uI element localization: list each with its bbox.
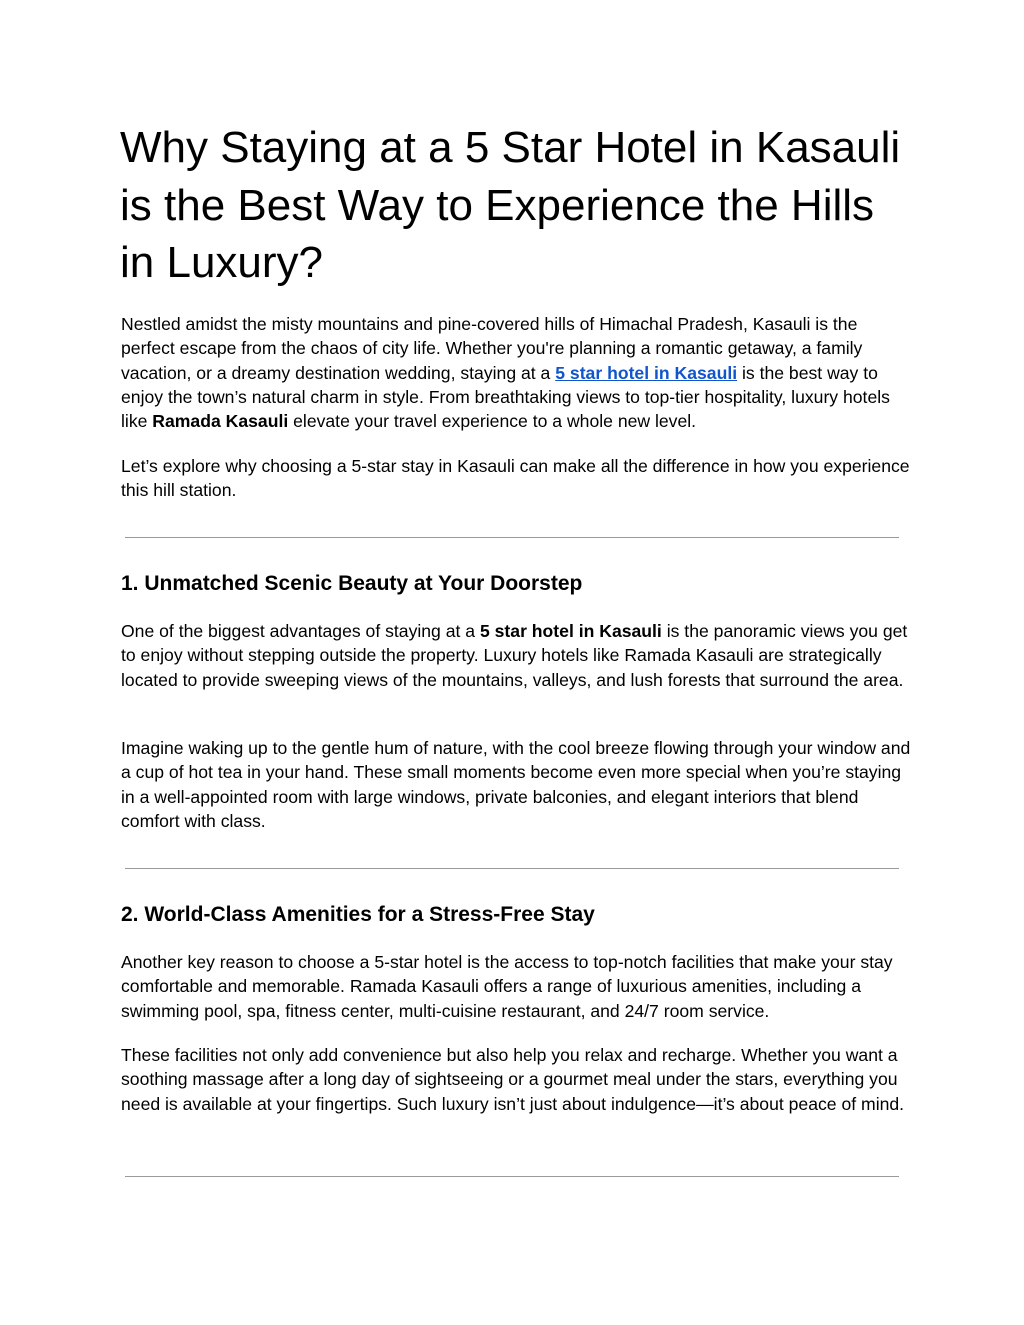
intro-text-end: elevate your travel experience to a whole new level. <box>288 411 697 432</box>
section-2-paragraph-1: Another key reason to choose a 5-star hotel is the access to top-notch facilities that make your stay comfortable and memorable. Ramada Kasauli offers a range of luxurious amenities, including a swimming pool, spa, fitness center, multi-cuisine restaurant, and 24/7 room service. <box>121 952 893 1021</box>
section-1-paragraph-2: Imagine waking up to the gentle hum of nature, with the cool breeze flowing through your window and a cup of hot tea in your hand. These small moments become even more special when you’re staying in a well-appointed room with large windows, private balconies, and elegant interiors that blend comfort with class. <box>121 738 911 831</box>
page-title: Why Staying at a 5 Star Hotel in Kasauli is the Best Way to Experience the Hills in Luxury? <box>120 123 901 287</box>
section-1-paragraph-1 <box>121 619 911 692</box>
section-divider <box>125 1176 899 1177</box>
intro-paragraph-2: Let’s explore why choosing a 5-star stay in Kasauli can make all the difference in how you experience this hill station. <box>121 456 910 501</box>
section-1-heading: 1. Unmatched Scenic Beauty at Your Doorstep <box>121 572 583 595</box>
section-1-text-start: One of the biggest advantages of staying at a <box>121 621 480 641</box>
hotel-name-bold: Ramada Kasauli <box>152 411 289 432</box>
intro-text-start: Nestled amidst the misty mountains and pine-covered hills of Himachal Pradesh, Kasauli is the perfect escape from the chaos of city life. Whether you're planning a romantic getaway, a family vacation, or a dreamy destination wedding, staying at a <box>121 314 863 383</box>
section-1-bold-phrase: 5 star hotel in Kasauli <box>479 621 662 641</box>
section-2-heading: 2. World-Class Amenities for a Stress-Free Stay <box>121 903 595 926</box>
hotel-link[interactable]: 5 star hotel in Kasauli <box>555 362 738 383</box>
intro-paragraph-1 <box>121 312 911 433</box>
section-divider <box>125 868 899 869</box>
section-2-paragraph-2: These facilities not only add convenience but also help you relax and recharge. Whether you want a soothing massage after a long day of sightseeing or a gourmet meal under the stars, everything you need is available at your fingertips. Such luxury isn’t just about indulgence—it’s about peace of mind. <box>121 1045 905 1114</box>
section-divider <box>125 537 899 538</box>
intro-text-middle: is the best way to enjoy the town’s natural charm in style. From breathtaking views to top-tier hospitality, luxury hotels like <box>121 362 890 432</box>
section-1-text-end: is the panoramic views you get to enjoy without stepping outside the property. Luxury hotels like Ramada Kasauli are strategically located to provide sweeping views of the mountains, valleys, and lush forests that surround the area. <box>121 621 908 690</box>
